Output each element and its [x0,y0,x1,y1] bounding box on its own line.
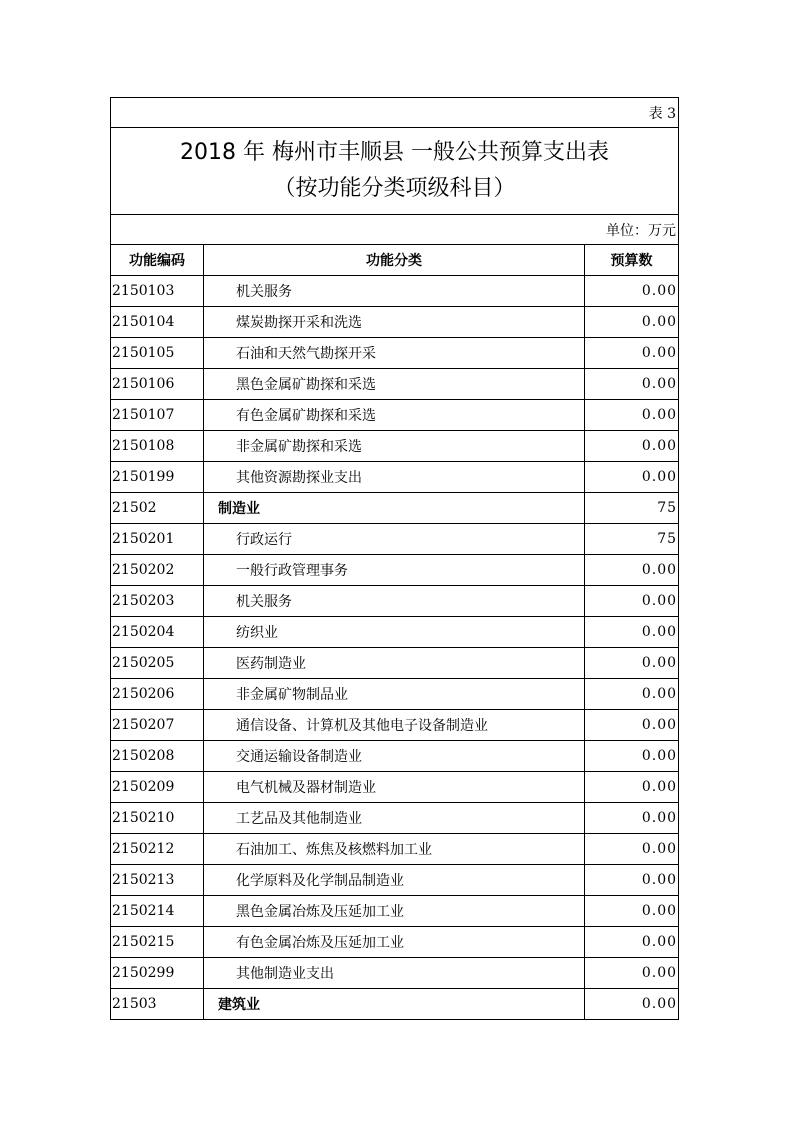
budget-amount-cell: 0.00 [585,307,679,338]
function-name-cell: 机关服务 [204,276,585,307]
function-name-cell: 电气机械及器材制造业 [204,772,585,803]
function-name-cell: 黑色金属矿勘探和采选 [204,369,585,400]
function-code-cell: 2150215 [111,927,204,958]
table-row [111,338,679,369]
header-code: 功能编码 [111,245,204,276]
function-code-cell: 2150106 [111,369,204,400]
table-row [111,493,679,524]
budget-amount-cell: 0.00 [585,927,679,958]
table-row [111,431,679,462]
table-row [111,617,679,648]
title-line-2: （按功能分类项级科目） [273,176,516,201]
budget-amount-cell: 0.00 [585,803,679,834]
budget-amount-cell: 0.00 [585,989,679,1020]
table-row [111,741,679,772]
function-name-cell: 工艺品及其他制造业 [204,803,585,834]
function-name-cell: 通信设备、计算机及其他电子设备制造业 [204,710,585,741]
function-name-cell: 纺织业 [204,617,585,648]
header-row [111,245,679,276]
table-row [111,896,679,927]
function-code-cell: 21503 [111,989,204,1020]
function-code-cell: 2150203 [111,586,204,617]
function-code-cell: 2150210 [111,803,204,834]
budget-amount-cell: 0.00 [585,586,679,617]
budget-amount-cell: 0.00 [585,462,679,493]
budget-amount-cell: 0.00 [585,772,679,803]
function-code-cell: 2150199 [111,462,204,493]
function-code-cell: 2150213 [111,865,204,896]
function-name-cell: 石油加工、炼焦及核燃料加工业 [204,834,585,865]
function-name-cell: 有色金属矿勘探和采选 [204,400,585,431]
table-row [111,927,679,958]
function-code-cell: 2150214 [111,896,204,927]
function-name-cell: 非金属矿物制品业 [204,679,585,710]
function-name-cell: 煤炭勘探开采和洗选 [204,307,585,338]
function-code-cell: 21502 [111,493,204,524]
title-row [111,128,679,215]
table-row [111,710,679,741]
budget-amount-cell: 0.00 [585,679,679,710]
budget-expenditure-table [110,97,679,1020]
budget-amount-cell: 0.00 [585,431,679,462]
function-name-cell: 交通运输设备制造业 [204,741,585,772]
table-row [111,555,679,586]
category-heading-cell: 制造业 [204,493,585,524]
function-code-cell: 2150212 [111,834,204,865]
table-row [111,679,679,710]
budget-amount-cell: 75 [585,493,679,524]
budget-amount-cell: 0.00 [585,338,679,369]
budget-amount-cell: 0.00 [585,896,679,927]
budget-amount-cell: 0.00 [585,555,679,586]
function-code-cell: 2150205 [111,648,204,679]
header-amount: 预算数 [585,245,679,276]
budget-amount-cell: 0.00 [585,834,679,865]
category-heading-cell: 建筑业 [204,989,585,1020]
table-number-row [111,98,679,128]
table-row [111,586,679,617]
function-code-cell: 2150105 [111,338,204,369]
function-name-cell: 化学原料及化学制品制造业 [204,865,585,896]
table-row [111,307,679,338]
header-name: 功能分类 [204,245,585,276]
unit-label: 单位：万元 [111,215,679,245]
table-row [111,400,679,431]
table-row [111,834,679,865]
budget-amount-cell: 75 [585,524,679,555]
function-code-cell: 2150202 [111,555,204,586]
function-name-cell: 机关服务 [204,586,585,617]
function-name-cell: 非金属矿勘探和采选 [204,431,585,462]
table-title [111,128,679,215]
function-name-cell: 医药制造业 [204,648,585,679]
table-row [111,865,679,896]
function-code-cell: 2150208 [111,741,204,772]
budget-amount-cell: 0.00 [585,400,679,431]
budget-amount-cell: 0.00 [585,741,679,772]
function-code-cell: 2150204 [111,617,204,648]
function-code-cell: 2150209 [111,772,204,803]
table-number: 表 3 [111,98,679,128]
function-name-cell: 其他制造业支出 [204,958,585,989]
function-name-cell: 有色金属冶炼及压延加工业 [204,927,585,958]
budget-amount-cell: 0.00 [585,710,679,741]
title-line-1: 2018 年 梅州市丰顺县 一般公共预算支出表 [180,140,609,165]
budget-amount-cell: 0.00 [585,865,679,896]
function-code-cell: 2150299 [111,958,204,989]
table-row [111,524,679,555]
table-row [111,958,679,989]
function-name-cell: 其他资源勘探业支出 [204,462,585,493]
function-code-cell: 2150104 [111,307,204,338]
table-row [111,369,679,400]
table-row [111,276,679,307]
unit-row [111,215,679,245]
budget-amount-cell: 0.00 [585,648,679,679]
table-row [111,648,679,679]
function-code-cell: 2150103 [111,276,204,307]
function-code-cell: 2150107 [111,400,204,431]
budget-amount-cell: 0.00 [585,617,679,648]
table-row [111,462,679,493]
function-name-cell: 石油和天然气勘探开采 [204,338,585,369]
function-code-cell: 2150201 [111,524,204,555]
table-row [111,989,679,1020]
budget-amount-cell: 0.00 [585,276,679,307]
function-name-cell: 一般行政管理事务 [204,555,585,586]
function-name-cell: 行政运行 [204,524,585,555]
table-row [111,803,679,834]
function-name-cell: 黑色金属冶炼及压延加工业 [204,896,585,927]
table-row [111,772,679,803]
function-code-cell: 2150206 [111,679,204,710]
budget-amount-cell: 0.00 [585,369,679,400]
budget-amount-cell: 0.00 [585,958,679,989]
function-code-cell: 2150207 [111,710,204,741]
function-code-cell: 2150108 [111,431,204,462]
